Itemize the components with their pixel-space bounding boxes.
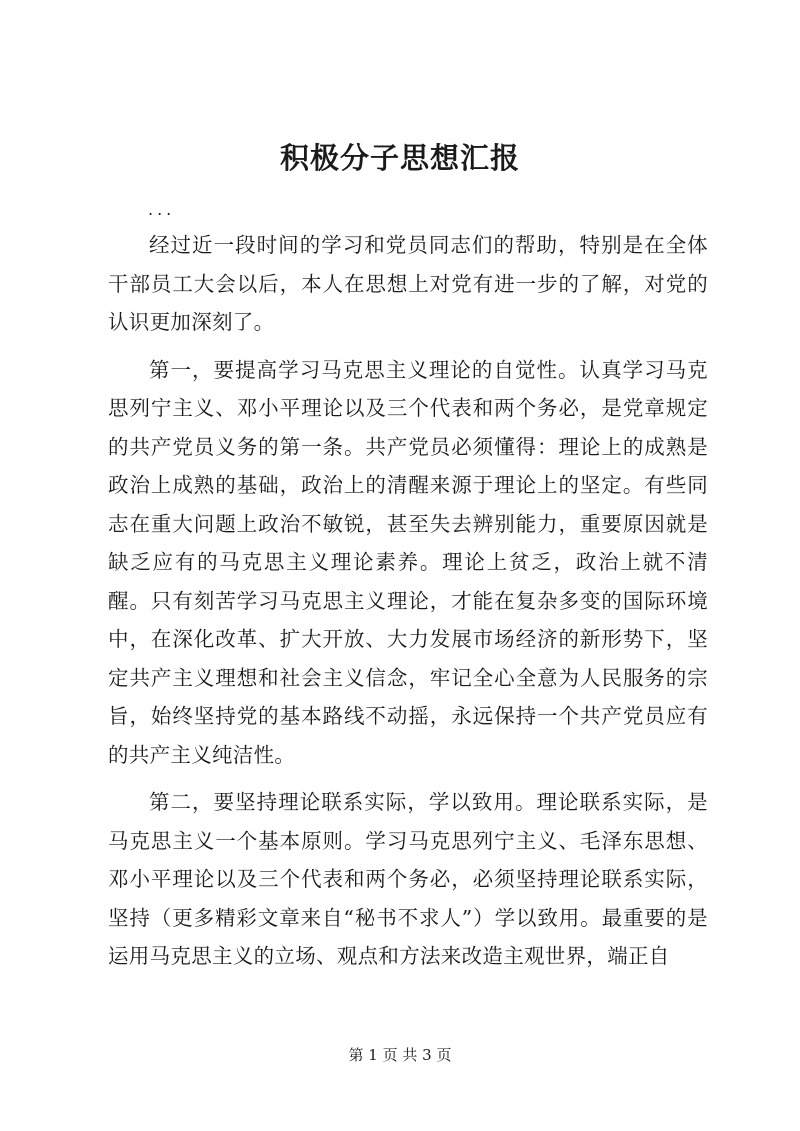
paragraph-intro: 经过近一段时间的学习和党员同志们的帮助，特别是在全体干部员工大会以后，本人在思想上对党有进一步的了解，对党的认识更加深刻了。 <box>108 233 708 334</box>
document-title: 积极分子思想汇报 <box>279 141 520 175</box>
page-number-footer: 第 1 页 共 3 页 <box>348 1046 452 1064</box>
ellipsis-marker: ... <box>148 200 176 219</box>
paragraph-second-point: 第二，要坚持理论联系实际，学以致用。理论联系实际，是马克思主义一个基本原则。学习马克思列宁主义、毛泽东思想、邓小平理论以及三个代表和两个务必，必须坚持理论联系实际，坚持（更多精彩文章来自“秘书不求人”）学以致用。最重要的是运用马克思主义的立场、观点和方法来改造主观世界，端正自 <box>108 790 708 968</box>
paragraph-first-point: 第一，要提高学习马克思主义理论的自觉性。认真学习马克思列宁主义、邓小平理论以及三个代表和两个务必，是党章规定的共产党员义务的第一条。共产党员必须懂得：理论上的成熟是政治上成熟的基础，政治上的清醒来源于理论上的坚定。有些同志在重大问题上政治不敏锐，甚至失去辨别能力，重要原因就是缺乏应有的马克思主义理论素养。理论上贫乏，政治上就不清醒。只有刻苦学习马克思主义理论，才能在复杂多变的国际环境中，在深化改革、扩大开放、大力发展市场经济的新形势下，坚定共产主义理想和社会主义信念，牢记全心全意为人民服务的宗旨，始终坚持党的基本路线不动摇，永远保持一个共产党员应有的共产主义纯洁性。 <box>108 357 708 767</box>
document-body <box>108 226 708 976</box>
